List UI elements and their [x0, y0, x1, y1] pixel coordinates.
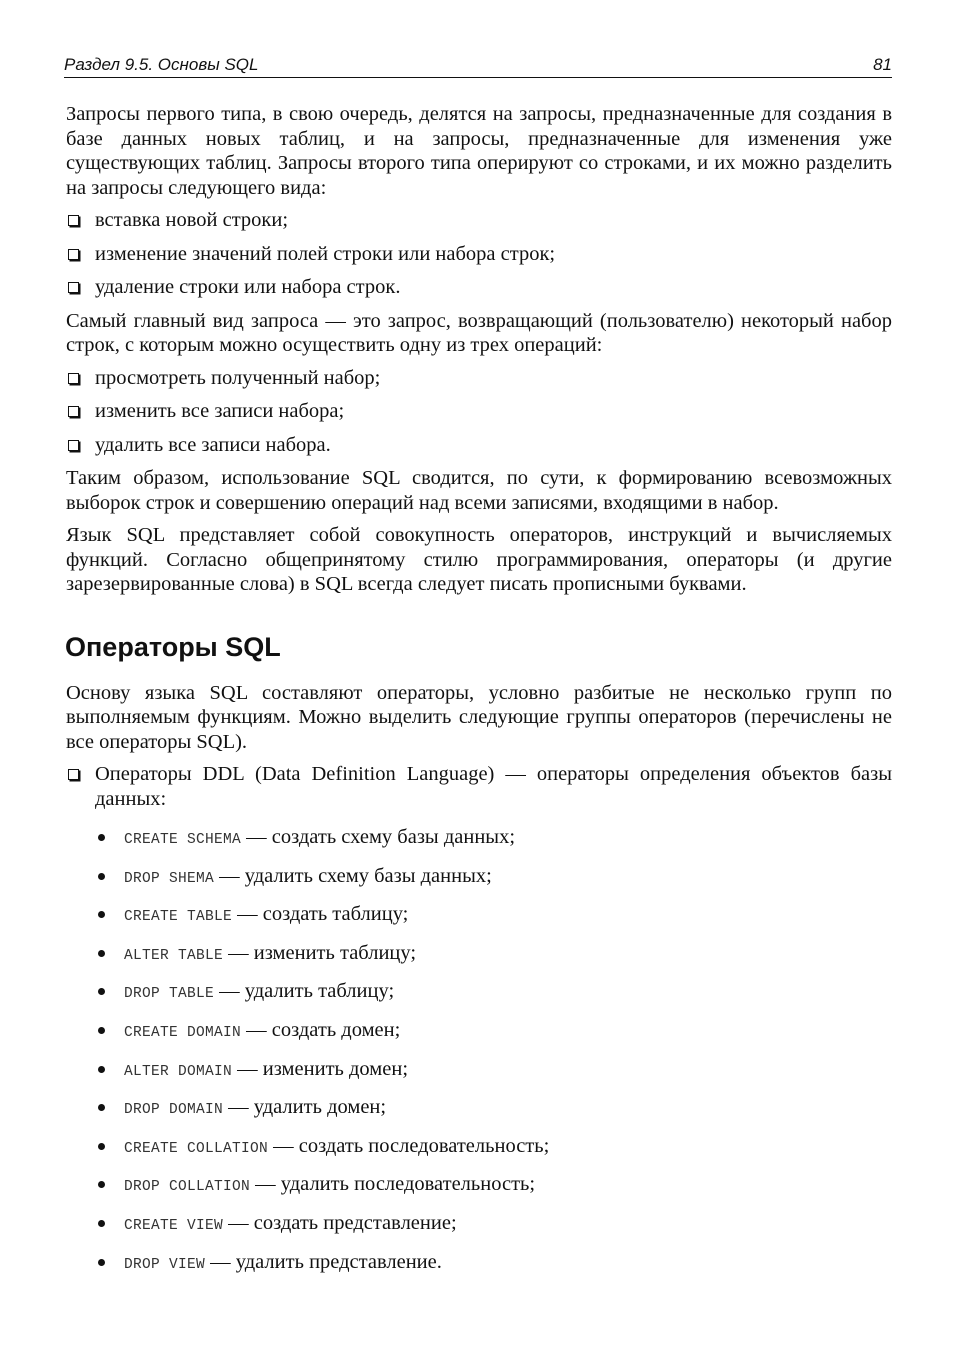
- bullet-dot-icon: [98, 988, 105, 995]
- paragraph-1: Запросы первого типа, в свою очередь, делятся на запросы, предназначенные для создания в базе данных новых таблиц, и на запросы, предназначенные для изменения уже существующих таблиц. Запросы второго типа оперируют со строками, и их можно разделить на запросы следующего вида:: [66, 103, 892, 199]
- statement-description: — изменить таблицу;: [223, 941, 417, 964]
- list-item-ddl: Операторы DDL (Data Definition Language) — операторы определения объектов базы данных:: [66, 762, 892, 811]
- page-number: 81: [873, 55, 892, 74]
- bullet-dot-icon: [98, 834, 105, 841]
- statement-description: — удалить домен;: [223, 1096, 387, 1119]
- ddl-list-item: [96, 1057, 892, 1084]
- checkbox-bullet-icon: [68, 440, 79, 451]
- sql-statement: ALTER DOMAIN: [124, 1063, 233, 1080]
- bullet-dot-icon: [98, 1220, 105, 1227]
- ddl-list-item: [96, 1211, 892, 1238]
- checkbox-bullet-icon: [68, 249, 79, 260]
- checkbox-bullet-icon: [68, 215, 79, 226]
- checkbox-bullet-icon: [68, 769, 79, 780]
- statement-description: — создать домен;: [241, 1018, 401, 1041]
- list-item: изменение значений полей строки или набора строк;: [66, 242, 892, 267]
- statement-description: — создать таблицу;: [232, 903, 409, 926]
- statement-description: — создать последовательность;: [268, 1134, 550, 1157]
- ddl-list-item: [96, 1250, 892, 1277]
- sql-statement: DROP TABLE: [124, 986, 215, 1003]
- checkbox-bullet-icon: [68, 373, 79, 384]
- list-item: изменить все записи набора;: [66, 399, 892, 424]
- bullet-dot-icon: [98, 873, 105, 880]
- sql-statement: CREATE TABLE: [124, 909, 233, 926]
- paragraph-2: Самый главный вид запроса — это запрос, возвращающий (пользователю) некоторый набор строк, с которым можно осуществить одну из трех операций:: [66, 309, 892, 356]
- ddl-list-item: [96, 1095, 892, 1122]
- statement-description: — создать представление;: [223, 1211, 457, 1234]
- ddl-list-item: [96, 1134, 892, 1161]
- bullet-dot-icon: [98, 1259, 105, 1266]
- sql-statement: ALTER TABLE: [124, 947, 224, 964]
- ddl-operators-list: [66, 825, 892, 1277]
- operations-list: [66, 366, 892, 458]
- paragraph-3: Таким образом, использование SQL сводится, по сути, к формированию всевозможных выборок строк и совершению операций над всеми записями, входящими в набор.: [66, 467, 892, 514]
- ddl-list-item: [96, 902, 892, 929]
- statement-description: — удалить представление.: [205, 1250, 442, 1273]
- ddl-list-item: [96, 1172, 892, 1199]
- checkbox-bullet-icon: [68, 282, 79, 293]
- operator-groups-list: [66, 762, 892, 811]
- sql-statement: DROP VIEW: [124, 1256, 206, 1273]
- sql-statement: DROP DOMAIN: [124, 1102, 224, 1119]
- page-content: [66, 102, 892, 1288]
- statement-description: — удалить последовательность;: [250, 1173, 536, 1196]
- checkbox-bullet-icon: [68, 406, 79, 417]
- sql-statement: CREATE SCHEMA: [124, 832, 242, 848]
- statement-description: — удалить схему базы данных;: [214, 864, 492, 887]
- ddl-list-item: [96, 864, 892, 891]
- list-item: удаление строки или набора строк.: [66, 275, 892, 300]
- paragraph-5: Основу языка SQL составляют операторы, условно разбитые не несколько групп по выполняемым функциям. Можно выделить следующие группы операторов (перечислены не все операторы SQL).: [66, 681, 892, 753]
- bullet-dot-icon: [98, 1181, 105, 1188]
- statement-description: — создать схему базы данных;: [241, 826, 516, 848]
- list-item: вставка новой строки;: [66, 208, 892, 233]
- ddl-list-item: [96, 825, 892, 852]
- sql-statement: DROP COLLATION: [124, 1179, 251, 1196]
- header-section-title: Раздел 9.5. Основы SQL: [64, 55, 259, 74]
- paragraph-4: Язык SQL представляет собой совокупность операторов, инструкций и вычисляемых функций. Согласно общепринятому стилю программирования, операторы (и другие зарезервированные слова) в SQL всегда следует писать прописными буквами.: [66, 524, 892, 595]
- list-item: удалить все записи набора.: [66, 433, 892, 458]
- ddl-list-item: [96, 1018, 892, 1045]
- statement-description: — удалить таблицу;: [214, 980, 395, 1003]
- sql-statement: CREATE VIEW: [124, 1217, 224, 1234]
- running-header: [64, 55, 892, 78]
- statement-description: — изменить домен;: [232, 1057, 409, 1080]
- bullet-dot-icon: [98, 1104, 105, 1111]
- sql-statement: CREATE COLLATION: [124, 1140, 269, 1157]
- bullet-dot-icon: [98, 1027, 105, 1034]
- bullet-dot-icon: [98, 1143, 105, 1150]
- section-heading: Операторы SQL: [65, 631, 281, 662]
- list-item: просмотреть полученный набор;: [66, 366, 892, 391]
- bullet-dot-icon: [98, 911, 105, 918]
- bullet-dot-icon: [98, 950, 105, 957]
- query-types-list: [66, 208, 892, 300]
- ddl-list-item: [96, 979, 892, 1006]
- sql-statement: CREATE DOMAIN: [124, 1024, 242, 1041]
- sql-statement: DROP SHEMA: [124, 870, 215, 887]
- ddl-list-item: [96, 941, 892, 968]
- bullet-dot-icon: [98, 1066, 105, 1073]
